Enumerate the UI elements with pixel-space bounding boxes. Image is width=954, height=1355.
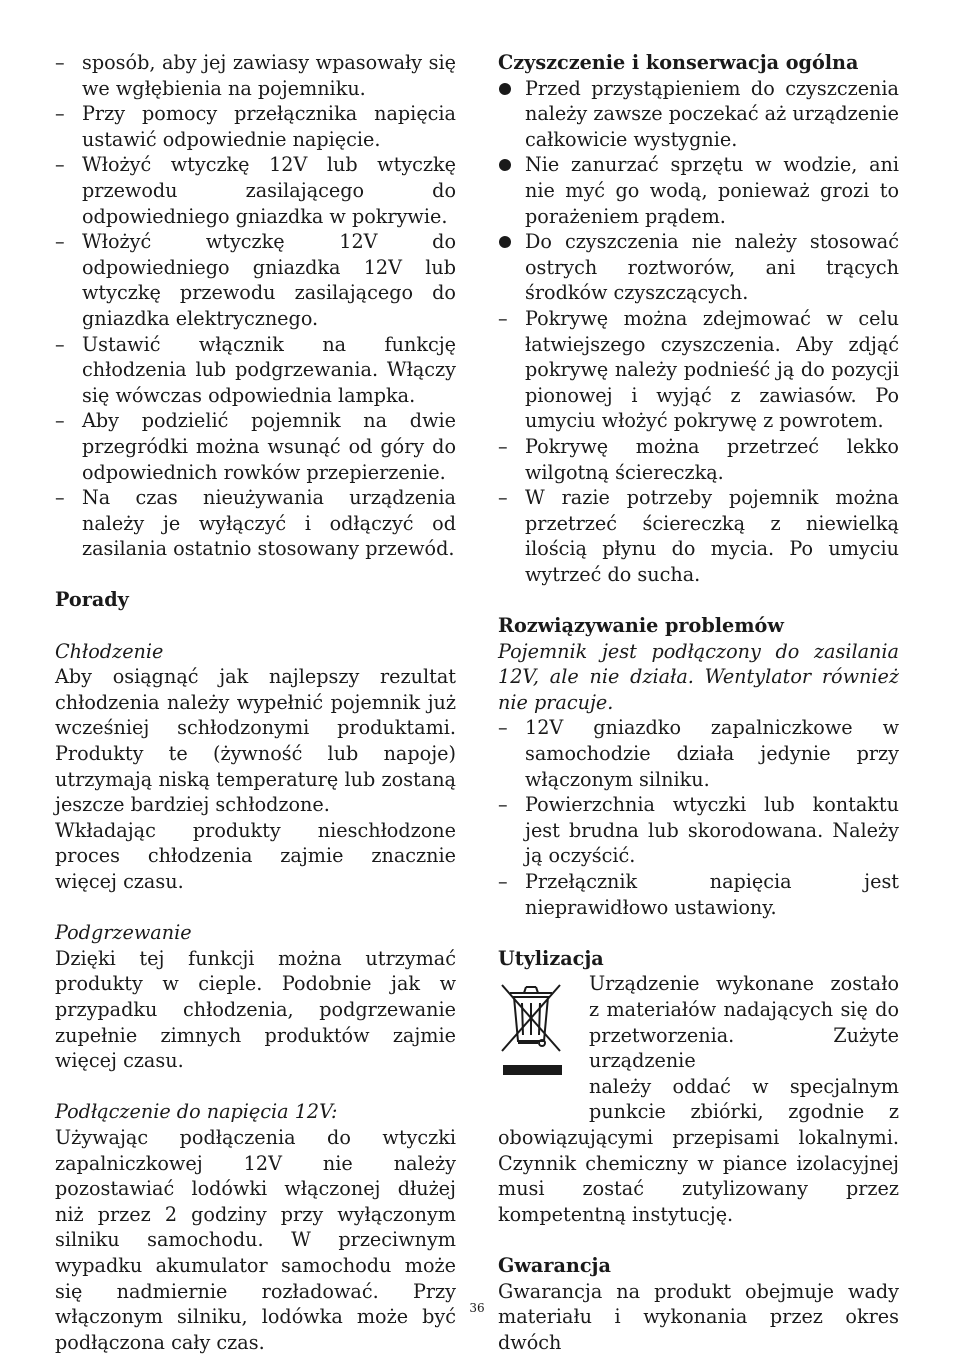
subheading-heating: Podgrzewanie (55, 920, 456, 946)
bullet-item: Do czyszczenia nie należy stosować ostrych roztworów, ani trących środków czyszczących. (498, 229, 899, 306)
disposal-block (498, 971, 899, 1227)
disposal-line: z materiałów nadających się do (498, 997, 899, 1023)
list-item: – Aby podzielić pojemnik na dwie przegródki można wsunąć od góry do odpowiednich rowków przepierzenie. (55, 408, 456, 485)
disposal-line: punkcie zbiórki, zgodnie z (498, 1099, 899, 1125)
list-item: – 12V gniazdko zapalniczkowe w samochodzie działa jedynie przy włączonym silniku. (498, 715, 899, 792)
page-number: 36 (0, 1300, 954, 1316)
list-item: – Przy pomocy przełącznika napięcia ustawić odpowiednie napięcie. (55, 101, 456, 152)
paragraph: Gwarancja na produkt obejmuje wady materiału i wykonania przez okres dwóch (498, 1279, 899, 1355)
bin-underline-bar (503, 1065, 562, 1075)
left-column (55, 50, 456, 1355)
paragraph: Aby osiągnąć jak najlepszy rezultat chłodzenia należy wypełnić pojemnik już wcześniej schłodzonymi produktami. Produkty te (żywność lub napoje) utrzymają niską temperaturę lub zostaną jeszcze bardziej schłodzone. (55, 664, 456, 818)
list-item: – Na czas nieużywania urządzenia należy je wyłączyć i odłączyć od zasilania ostatnio stosowany przewód. (55, 485, 456, 562)
paragraph: Używając podłączenia do wtyczki zapalniczkowej 12V nie należy pozostawiać lodówki włączonej dłużej niż przez 2 godziny przy wyłączonym silniku samochodu. W przeciwnym wypadku akumulator samochodu może się nadmiernie rozładować. Przy włączonym silniku, lodówka może być podłączona cały czas. (55, 1125, 456, 1355)
paragraph: obowiązującymi przepisami lokalnymi. Czynnik chemiczny w piance izolacyjnej musi zostać zutylizowany przez kompetentną instytucję. (498, 1125, 899, 1227)
list-item: – Włożyć wtyczkę 12V do odpowiedniego gniazdka 12V lub wtyczkę przewodu zasilającego do gniazdka elektrycznego. (55, 229, 456, 331)
section-heading-porady: Porady (55, 587, 456, 613)
list-item: – Ustawić włącznik na funkcję chłodzenia lub podgrzewania. Włączy się wówczas odpowiednia lampka. (55, 332, 456, 409)
section-heading-warranty: Gwarancja (498, 1253, 899, 1279)
list-item: – W razie potrzeby pojemnik można przetrzeć ściereczką z niewielką ilością płynu do mycia. Po umyciu wytrzeć do sucha. (498, 485, 899, 587)
paragraph: Dzięki tej funkcji można utrzymać produkty w cieple. Podobnie jak w przypadku chłodzenia, podgrzewanie zupełnie zimnych produktów zajmie więcej czasu. (55, 946, 456, 1074)
section-heading-troubleshooting: Rozwiązywanie problemów (498, 613, 899, 639)
list-item: – Przełącznik napięcia jest nieprawidłowo ustawiony. (498, 869, 899, 920)
disposal-line: przetworzenia. Zużyte urządzenie (498, 1023, 899, 1074)
bullet-item: Nie zanurzać sprzętu w wodzie, ani nie myć go wodą, ponieważ grozi to porażeniem prądem. (498, 152, 899, 229)
section-heading-cleaning: Czyszczenie i konserwacja ogólna (498, 50, 899, 76)
problem-statement: Pojemnik jest podłączony do zasilania 12V, ale nie działa. Wentylator również nie pracuje. (498, 639, 899, 716)
subheading-connection: Podłączenie do napięcia 12V: (55, 1099, 456, 1125)
bullet-item: Przed przystąpieniem do czyszczenia należy zawsze poczekać aż urządzenie całkowicie wystygnie. (498, 76, 899, 153)
disposal-line: Urządzenie wykonane zostało (498, 971, 899, 997)
disposal-line: należy oddać w specjalnym (498, 1074, 899, 1100)
right-column (498, 50, 899, 1355)
section-heading-disposal: Utylizacja (498, 946, 899, 972)
paragraph: Wkładając produkty nieschłodzone proces chłodzenia zajmie znacznie więcej czasu. (55, 818, 456, 895)
list-item: – Pokrywę można przetrzeć lekko wilgotną ściereczką. (498, 434, 899, 485)
list-item-continued: – sposób, aby jej zawiasy wpasowały się we wgłębienia na pojemniku. (55, 50, 456, 101)
crossed-out-bin-icon (498, 973, 564, 1073)
list-item: – Pokrywę można zdejmować w celu łatwiejszego czyszczenia. Aby zdjąć pokrywę należy podnieść ją do pozycji pionowej i wyjąć z zawiasów. Po umyciu włożyć pokrywę z powrotem. (498, 306, 899, 434)
subheading-cooling: Chłodzenie (55, 639, 456, 665)
list-item: – Powierzchnia wtyczki lub kontaktu jest brudna lub skorodowana. Należy ją oczyścić. (498, 792, 899, 869)
list-item: – Włożyć wtyczkę 12V lub wtyczkę przewodu zasilającego do odpowiedniego gniazdka w pokrywie. (55, 152, 456, 229)
